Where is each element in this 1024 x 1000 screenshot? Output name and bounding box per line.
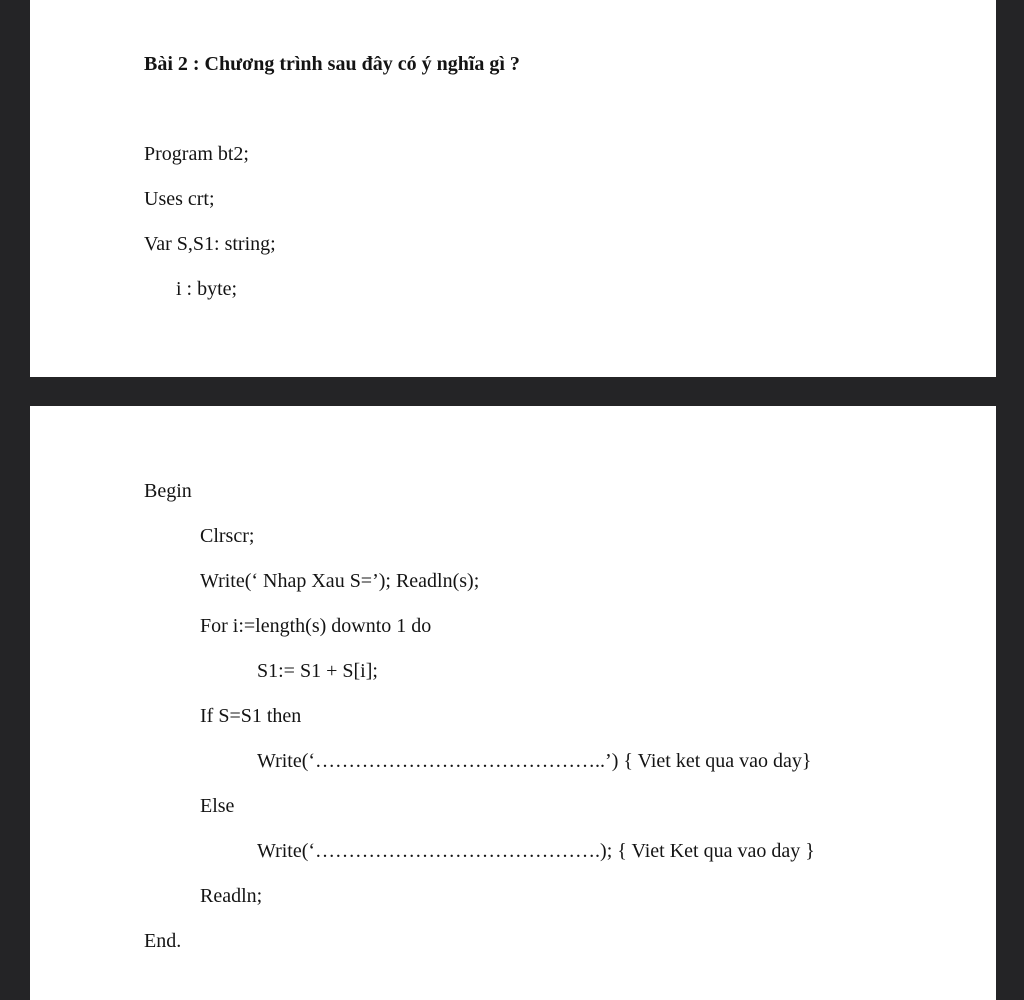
document-page-2	[30, 406, 996, 1000]
document-page-1	[30, 0, 996, 377]
code-line-readln: Readln;	[200, 885, 263, 907]
code-line-write-then: Write(‘……………………………………..’) { Viet ket qua vao day}	[257, 750, 812, 772]
code-line-write-else: Write(‘…………………………………….); { Viet Ket qua vao day }	[257, 840, 815, 862]
code-line-else: Else	[200, 795, 235, 817]
exercise-title: Bài 2 : Chương trình sau đây có ý nghĩa gì ?	[144, 53, 520, 75]
code-line-var-i: i : byte;	[176, 278, 238, 300]
code-line-write-input: Write(‘ Nhap Xau S=’); Readln(s);	[200, 570, 480, 592]
code-line-begin: Begin	[144, 480, 192, 502]
code-line-uses: Uses crt;	[144, 188, 215, 210]
code-line-program: Program bt2;	[144, 143, 249, 165]
code-line-clrscr: Clrscr;	[200, 525, 255, 547]
code-line-assign: S1:= S1 + S[i];	[257, 660, 378, 682]
code-line-var: Var S,S1: string;	[144, 233, 276, 255]
code-line-if: If S=S1 then	[200, 705, 302, 727]
code-line-end: End.	[144, 930, 182, 952]
code-line-for: For i:=length(s) downto 1 do	[200, 615, 432, 637]
